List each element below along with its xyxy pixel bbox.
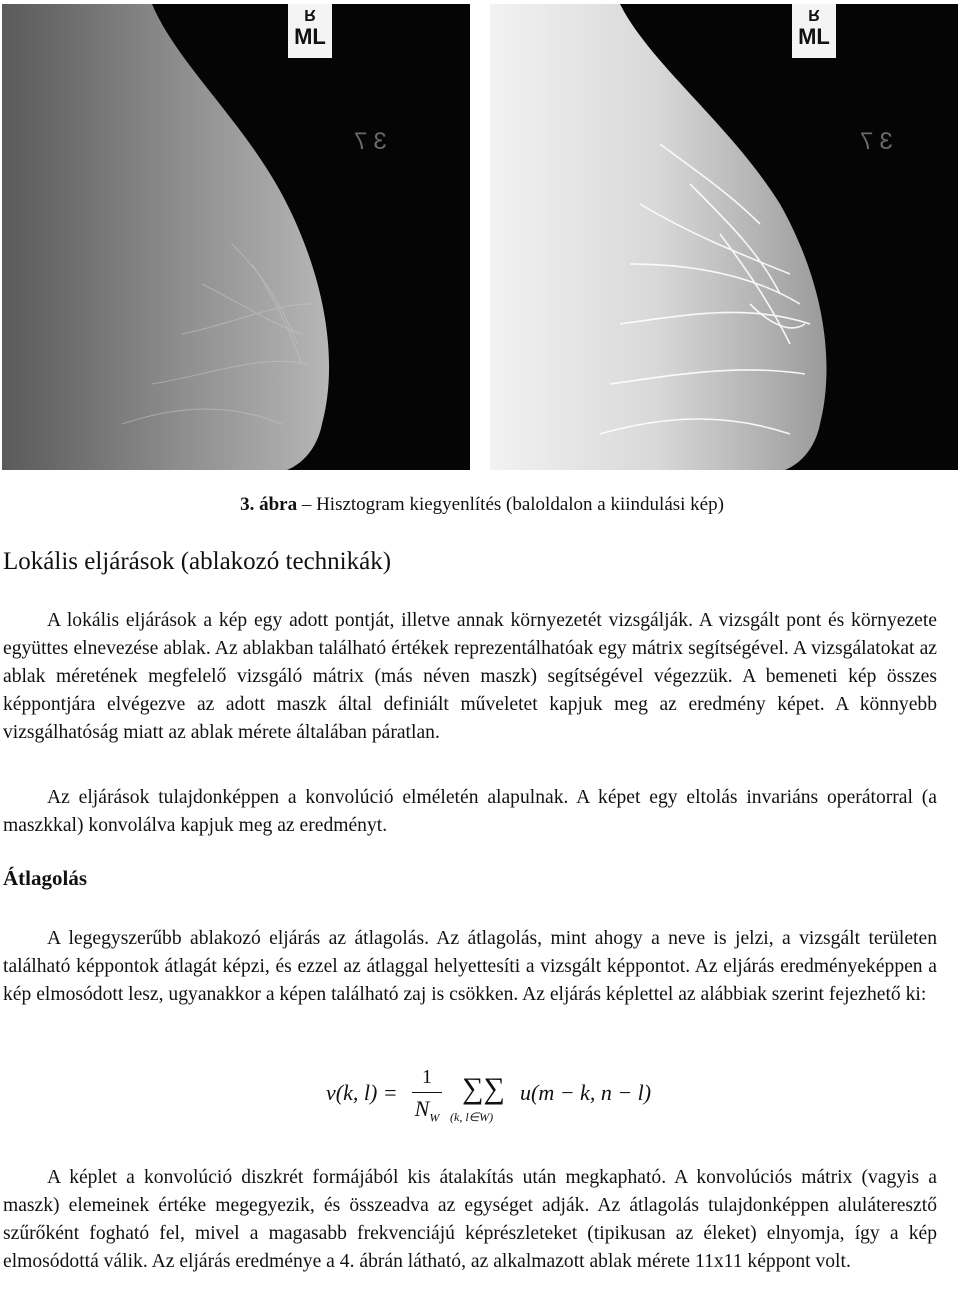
formula-denominator [412, 1096, 442, 1125]
figure-equalized-mammogram [490, 4, 958, 470]
formula-numerator: 1 [422, 1066, 432, 1088]
sum-index: (k, l∈W) [450, 1110, 494, 1124]
film-number: 37 [854, 128, 893, 155]
marker-bottom-text: ML [798, 24, 830, 49]
paragraph-averaging: A legegyszerűbb ablakozó eljárás az átlagolás. Az átlagolás, mint ahogy a neve is jelzi, a vizsgált területen található képpontok átlagát képzi, és ezzel az átlaggal helyettesíti a vizsgált képpontot. Az eljárás eredményeképpen a kép elmosódott lesz, ugyanakkor a képen található zaj is csökken. Az eljárás képlettel az alábbiak szerint fejezhető ki: [3, 928, 937, 1005]
caption-text: – Hisztogram kiegyenlítés (baloldalon a kiindulási kép) [297, 494, 724, 515]
breast-image-original [2, 4, 470, 470]
caption-label: 3. ábra [240, 494, 298, 515]
formula-rhs: u(m − k, n − l) [520, 1080, 652, 1105]
figure-original-mammogram [2, 4, 470, 470]
film-number: 37 [348, 128, 387, 155]
formula-fraction [412, 1066, 442, 1125]
figure-caption [0, 494, 960, 516]
marker-top-text: R [304, 6, 316, 23]
denominator-symbol: N [414, 1096, 430, 1121]
orientation-marker [792, 4, 836, 58]
double-sum-symbol: ∑∑ [462, 1072, 505, 1105]
paragraph-result: A képlet a konvolúció diszkrét formájából kis átalakítás után megkapható. A konvolúciós mátrix (vagyis a maszk) elemeinek értéke megegyezik, és összeadva az egységet adják. Az átlagolás tulajdonképpen aluláteresztő szűrőként fogható fel, mivel a magasabb frekvenciájú képrészleteket (tipikusan az éleket) elnyomja, így a kép elmosódottá válik. Az eljárás eredménye a 4. ábrán látható, az alkalmazott ablak mérete 11x11 képpont volt. [3, 1167, 937, 1272]
formula-lhs: v(k, l) = [326, 1080, 398, 1105]
paragraph-local-methods: A lokális eljárások a kép egy adott pontját, illetve annak környezetét vizsgálják. A vizsgált pont és környezete együttes elnevezése ablak. Az ablakban található értékek reprezentálhatóak egy mátrix segítségével. A vizsgálatokat az ablak méretének megfelelő vizsgáló mátrix (más néven maszk) segítségével végezzük. A bemeneti kép összes képpontjára elvégezve az adott maszk által definiált műveletet kapjuk meg az eredmény képet. A könnyebb vizsgálhatóság miatt az ablak mérete általában páratlan. [3, 610, 937, 743]
section-title: Lokális eljárások (ablakozó technikák) [3, 548, 392, 575]
orientation-marker [288, 4, 332, 58]
marker-top-text: R [808, 6, 820, 23]
marker-bottom-text: ML [294, 24, 326, 49]
fraction-bar [412, 1092, 442, 1093]
denominator-subscript: W [429, 1110, 440, 1125]
subsection-title: Átlagolás [3, 866, 87, 890]
paragraph-convolution: Az eljárások tulajdonképpen a konvolúció elméletén alapulnak. A képet egy eltolás invariáns operátorral (a maszkkal) konvolálva kapjuk meg az eredményt. [3, 787, 937, 836]
breast-image-equalized [490, 4, 958, 470]
